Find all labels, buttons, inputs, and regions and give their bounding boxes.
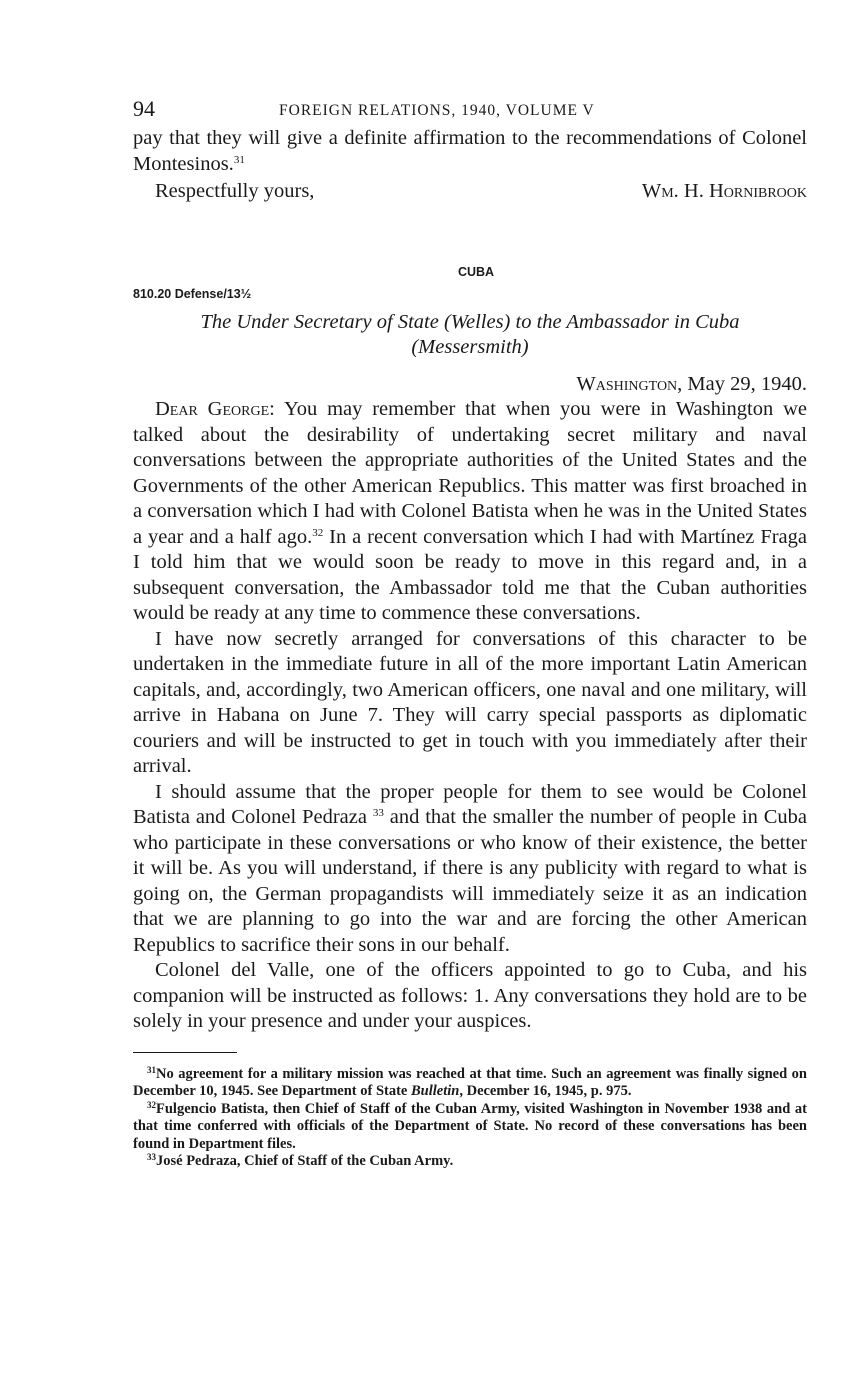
footnote-italic: Bulletin [410, 1083, 460, 1099]
closing-block [133, 179, 807, 205]
dateline-place: Washington, [576, 372, 683, 395]
footnote-text: Fulgencio Batista, then Chief of Staff of the Cuban Army, visited Washington in November 1938 and at that time conferred with officials of the Department of State. No record of these conversations has been found in Department files. [133, 1100, 807, 1152]
carryover-paragraph: pay that they will give a definite affirmation to the recommendations of Colonel Montesinos. [133, 127, 807, 175]
footnote-32 [133, 1101, 807, 1154]
page-number: 94 [133, 96, 155, 121]
paragraph-3 [133, 780, 807, 959]
file-number: 810.20 Defense/13½ [133, 286, 252, 301]
paragraph-2: I have now secretly arranged for conversations of this character to be undertaken in the immediate future in all of the more important Latin American capitals, and, accordingly, two American officers, one naval and one military, will arrive in Habana on June 7. They will carry special passports as diplomatic couriers and will be instructed to get in touch with you immediately after their arrival. [133, 627, 807, 777]
running-header [133, 96, 807, 126]
footnote-ref-32: 32 [312, 526, 324, 539]
salutation: Dear George: [155, 398, 275, 420]
footnote-mark: 31 [147, 1064, 156, 1075]
letter-body [133, 397, 807, 1035]
paragraph-1-text-a: You may remember that when you were in Washington we talked about the desirability of undertaking secret military and naval conversations between the appropriate authorities of the United States and the Governments of the other American Republics. This matter was first broached in a conversation which I had with Colonel Batista when he was in the United States a year and a half ago. [133, 398, 808, 548]
running-title: FOREIGN RELATIONS, 1940, VOLUME V [279, 102, 595, 119]
footnote-mark: 33 [147, 1152, 156, 1162]
paragraph-3-text-a: I should assume that the proper people for them to see would be Colonel Batista and Colonel Pedraza [133, 780, 807, 828]
dateline-date: May 29, 1940. [687, 372, 807, 395]
title-line-1: The Under Secretary of State (Welles) to the Ambassador in Cuba [200, 310, 740, 333]
footnote-31 [133, 1066, 807, 1101]
document-page [133, 96, 807, 1171]
closing: Respectfully yours, [155, 180, 315, 202]
document-title [133, 310, 807, 361]
footnotes [133, 1066, 807, 1171]
title-line-2: (Messersmith) [411, 336, 529, 358]
footnote-ref-33: 33 [372, 807, 384, 819]
signature: Wm. H. Hornibrook [641, 180, 807, 202]
footnote-text-cont: , December 16, 1945, p. 975. [459, 1083, 632, 1099]
paragraph-1 [133, 397, 807, 627]
footnote-ref-31: 31 [233, 153, 245, 166]
paragraph-1-text-b: In a recent conversation which I had with Martínez Fraga I told him that we would soon be ready to move in this regard and, in a subsequent conversation, the Ambassador told me that the Cuban authorities would be ready at any time to commence these conversations. [133, 525, 807, 624]
carryover-text [133, 126, 807, 177]
dateline [133, 372, 807, 398]
section-heading: CUBA [457, 264, 495, 279]
paragraph-3-text-b: and that the smaller the number of people in Cuba who participate in these conversations or who know of their existence, the better it will be. As you will understand, if there is any publicity with regard to what is going on, the German propagandists will immediately seize it as an indication that we are planning to go into the war and are forcing the other American Republics to sacrifice their sons in our behalf. [133, 806, 808, 956]
footnote-rule [133, 1052, 237, 1053]
footnote-33 [133, 1153, 807, 1171]
footnote-mark: 32 [147, 1099, 156, 1110]
footnote-text: No agreement for a military mission was reached at that time. Such an agreement was finally signed on December 10, 1945. See Department of State [133, 1065, 807, 1099]
footnote-text: José Pedraza, Chief of Staff of the Cuban Army. [156, 1153, 454, 1169]
paragraph-4: Colonel del Valle, one of the officers appointed to go to Cuba, and his companion will be instructed as follows: 1. Any conversations they hold are to be solely in your presence and under your auspices. [133, 959, 807, 1032]
